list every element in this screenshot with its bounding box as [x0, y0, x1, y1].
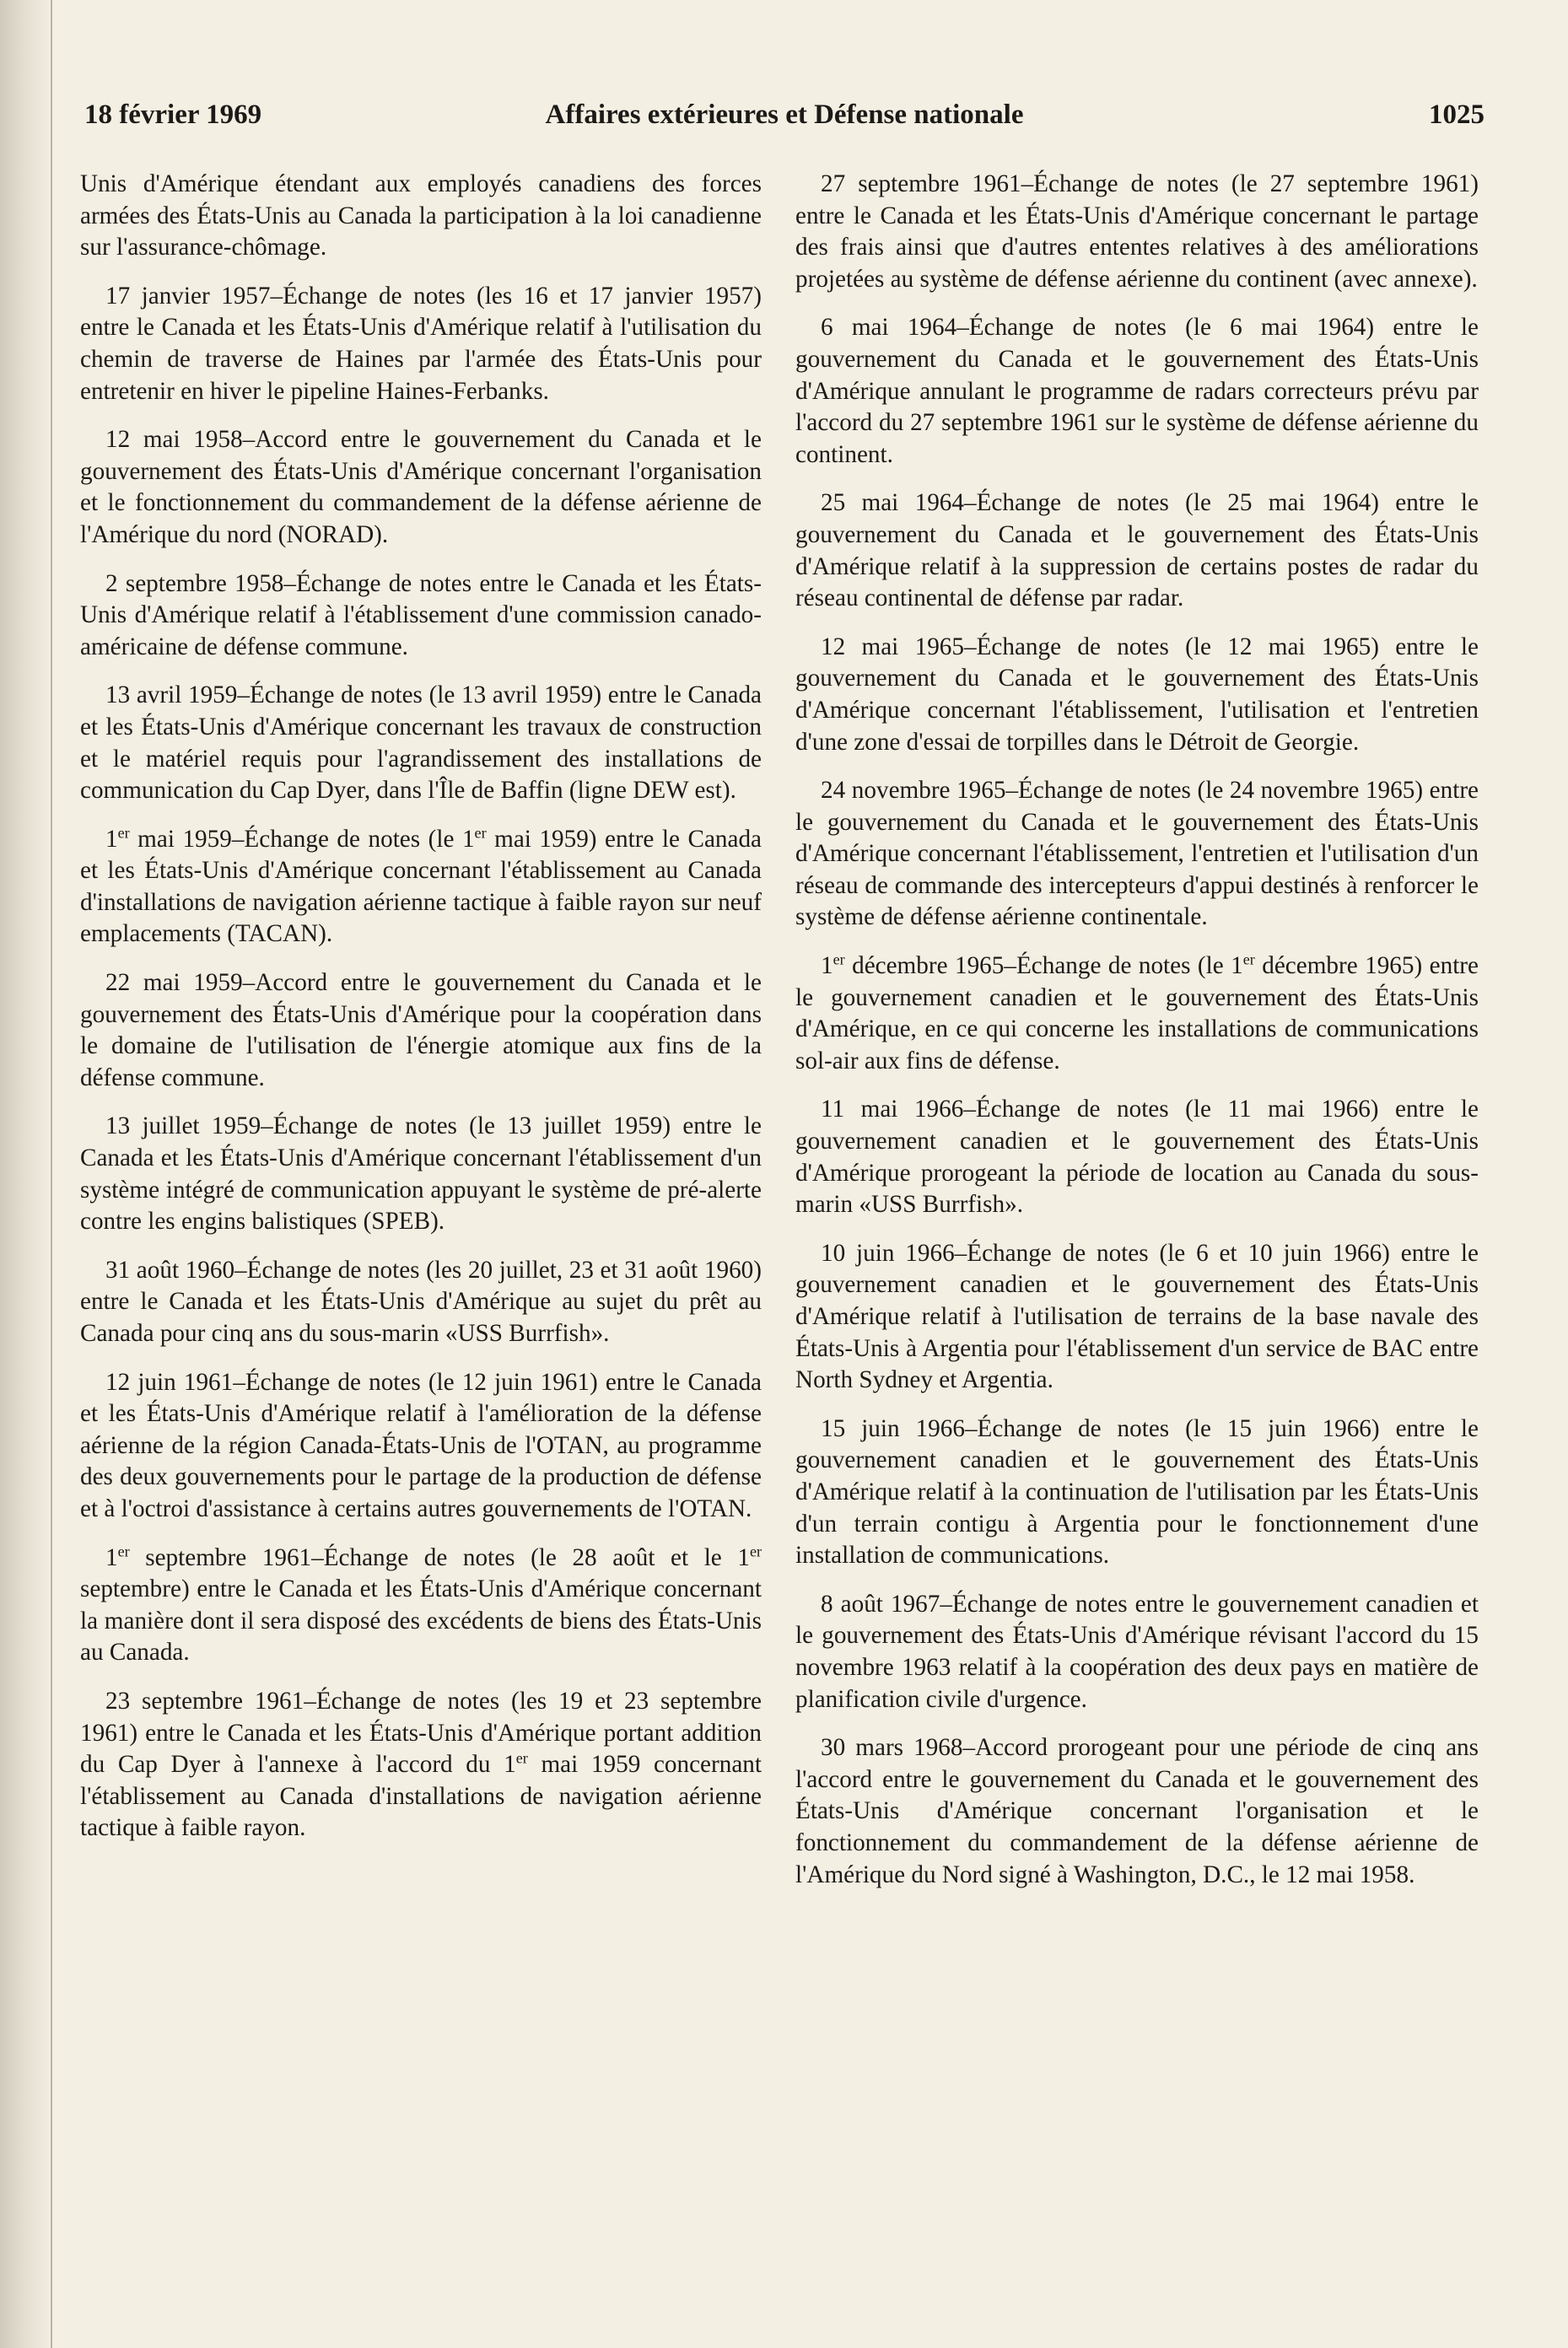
- paragraph: 1er mai 1959–Échange de notes (le 1er mai 1959) entre le Canada et les États-Unis d'Amérique concernant l'établissement au Canada d'installations de navigation aérienne tactique à faible rayon sur neuf emplacements (TACAN).: [80, 823, 762, 948]
- paragraph: 8 août 1967–Échange de notes entre le gouvernement canadien et le gouvernement des États-Unis d'Amérique révisant l'accord du 15 novembre 1963 relatif à la coopération des deux pays en matière de planification civile d'urgence.: [795, 1590, 1479, 1713]
- paragraph: 27 septembre 1961–Échange de notes (le 27 septembre 1961) entre le Canada et les États-Unis d'Amérique concernant le partage des frais ainsi que d'autres ententes relatives à des améliorations projetées au système de défense aérienne du continent (avec annexe).: [795, 170, 1479, 293]
- paragraph: Unis d'Amérique étendant aux employés canadiens des forces armées des États-Unis au Canada la participation à la loi canadienne sur l'assurance-chômage.: [80, 170, 762, 261]
- header-title: Affaires extérieures et Défense nationale: [545, 100, 1024, 130]
- paragraph: 25 mai 1964–Échange de notes (le 25 mai 1964) entre le gouvernement du Canada et le gouvernement des États-Unis d'Amérique relatif à la suppression de certains postes de radar du réseau continental de défense par radar.: [795, 489, 1479, 612]
- right-column: [795, 169, 1479, 1908]
- paragraph: 12 mai 1965–Échange de notes (le 12 mai 1965) entre le gouvernement du Canada et le gouvernement des États-Unis d'Amérique concernant l'établissement, l'utilisation et l'entretien d'une zone d'essai de torpilles dans le Détroit de Georgie.: [795, 633, 1479, 756]
- paragraph: 15 juin 1966–Échange de notes (le 15 juin 1966) entre le gouvernement canadien et le gouvernement des États-Unis d'Amérique relatif à la continuation de l'utilisation par les États-Unis d'un terrain contigu à Argentia pour le fonctionnement d'une installation de communications.: [795, 1414, 1479, 1570]
- paragraph: 6 mai 1964–Échange de notes (le 6 mai 1964) entre le gouvernement du Canada et le gouvernement des États-Unis d'Amérique annulant le programme de radars correcteurs prévu par l'accord du 27 septembre 1961 sur le système de défense aérienne du continent.: [795, 314, 1479, 468]
- paragraph: 30 mars 1968–Accord prorogeant pour une période de cinq ans l'accord entre le gouvernement du Canada et le gouvernement des États-Unis d'Amérique concernant l'organisation et le fonctionnement du commandement de la défense aérienne de l'Amérique du Nord signé à Washington, D.C., le 12 mai 1958.: [795, 1734, 1479, 1888]
- paragraph: 24 novembre 1965–Échange de notes (le 24 novembre 1965) entre le gouvernement du Canada et le gouvernement des États-Unis d'Amérique concernant l'établissement, l'entretien et l'utilisation d'un réseau de commande des intercepteurs d'appui destinés à renforcer le système de défense aérienne continentale.: [795, 777, 1479, 931]
- paragraph: 22 mai 1959–Accord entre le gouvernement du Canada et le gouvernement des États-Unis d'Amérique pour la coopération dans le domaine de l'utilisation de l'énergie atomique aux fins de la défense commune.: [80, 969, 762, 1091]
- paragraph: 13 juillet 1959–Échange de notes (le 13 juillet 1959) entre le Canada et les États-Unis d'Amérique concernant l'établissement d'un système intégré de communication appuyant le système de pré-alerte contre les engins balistiques (SPEB).: [80, 1112, 762, 1236]
- book-gutter-shadow: [0, 0, 49, 2348]
- paragraph: 2 septembre 1958–Échange de notes entre le Canada et les États-Unis d'Amérique relatif à l'établissement d'une commission canado-américaine de défense commune.: [80, 569, 762, 660]
- paragraph: 31 août 1960–Échange de notes (les 20 juillet, 23 et 31 août 1960) entre le Canada et les États-Unis d'Amérique au sujet du prêt au Canada pour cinq ans du sous-marin «USS Burrfish».: [80, 1256, 762, 1347]
- paragraph: 12 juin 1961–Échange de notes (le 12 juin 1961) entre le Canada et les États-Unis d'Amérique relatif à l'amélioration de la défense aérienne de la région Canada-États-Unis de l'OTAN, au programme des deux gouvernements pour le partage de la production de défense et à l'octroi d'assistance à certains autres gouvernements de l'OTAN.: [80, 1368, 762, 1522]
- page-number: 1025: [1429, 100, 1484, 130]
- paragraph: 13 avril 1959–Échange de notes (le 13 avril 1959) entre le Canada et les États-Unis d'Amérique concernant les travaux de construction et le matériel requis pour l'agrandissement des installations de communication du Cap Dyer, dans l'Île de Baffin (ligne DEW est).: [80, 681, 762, 805]
- header-date: 18 février 1969: [84, 100, 262, 130]
- paragraph: 11 mai 1966–Échange de notes (le 11 mai 1966) entre le gouvernement canadien et le gouvernement des États-Unis d'Amérique prorogeant la période de location au Canada du sous-marin «USS Burrfish».: [795, 1096, 1479, 1219]
- paragraph: 10 juin 1966–Échange de notes (le 6 et 10 juin 1966) entre le gouvernement canadien et le gouvernement des États-Unis d'Amérique relatif à l'utilisation de terrains de la base navale des États-Unis à Argentia pour l'établissement d'un service de BAC entre North Sydney et Argentia.: [795, 1239, 1479, 1394]
- left-column: [80, 169, 762, 1861]
- paragraph: 12 mai 1958–Accord entre le gouvernement du Canada et le gouvernement des États-Unis d'Amérique concernant l'organisation et le fonctionnement du commandement de la défense aérienne de l'Amérique du nord (NORAD).: [80, 426, 762, 548]
- book-gutter-line: [51, 0, 52, 2348]
- paragraph: 23 septembre 1961–Échange de notes (les 19 et 23 septembre 1961) entre le Canada et les États-Unis d'Amérique portant addition du Cap Dyer à l'annexe à l'accord du 1er mai 1959 concernant l'établissement au Canada d'installations de navigation aérienne tactique à faible rayon.: [80, 1687, 762, 1842]
- paragraph: 1er décembre 1965–Échange de notes (le 1er décembre 1965) entre le gouvernement canadien et le gouvernement des États-Unis d'Amérique, en ce qui concerne les installations de communications sol-air aux fins de défense.: [795, 951, 1479, 1074]
- paragraph: 1er septembre 1961–Échange de notes (le 28 août et le 1er septembre) entre le Canada et les États-Unis d'Amérique concernant la manière dont il sera disposé des excédents de biens des États-Unis au Canada.: [80, 1542, 762, 1667]
- running-head: [84, 100, 1484, 142]
- paragraph: 17 janvier 1957–Échange de notes (les 16 et 17 janvier 1957) entre le Canada et les États-Unis d'Amérique relatif à l'utilisation du chemin de traverse de Haines par l'armée des États-Unis pour entretenir en hiver le pipeline Haines-Ferbanks.: [80, 282, 762, 405]
